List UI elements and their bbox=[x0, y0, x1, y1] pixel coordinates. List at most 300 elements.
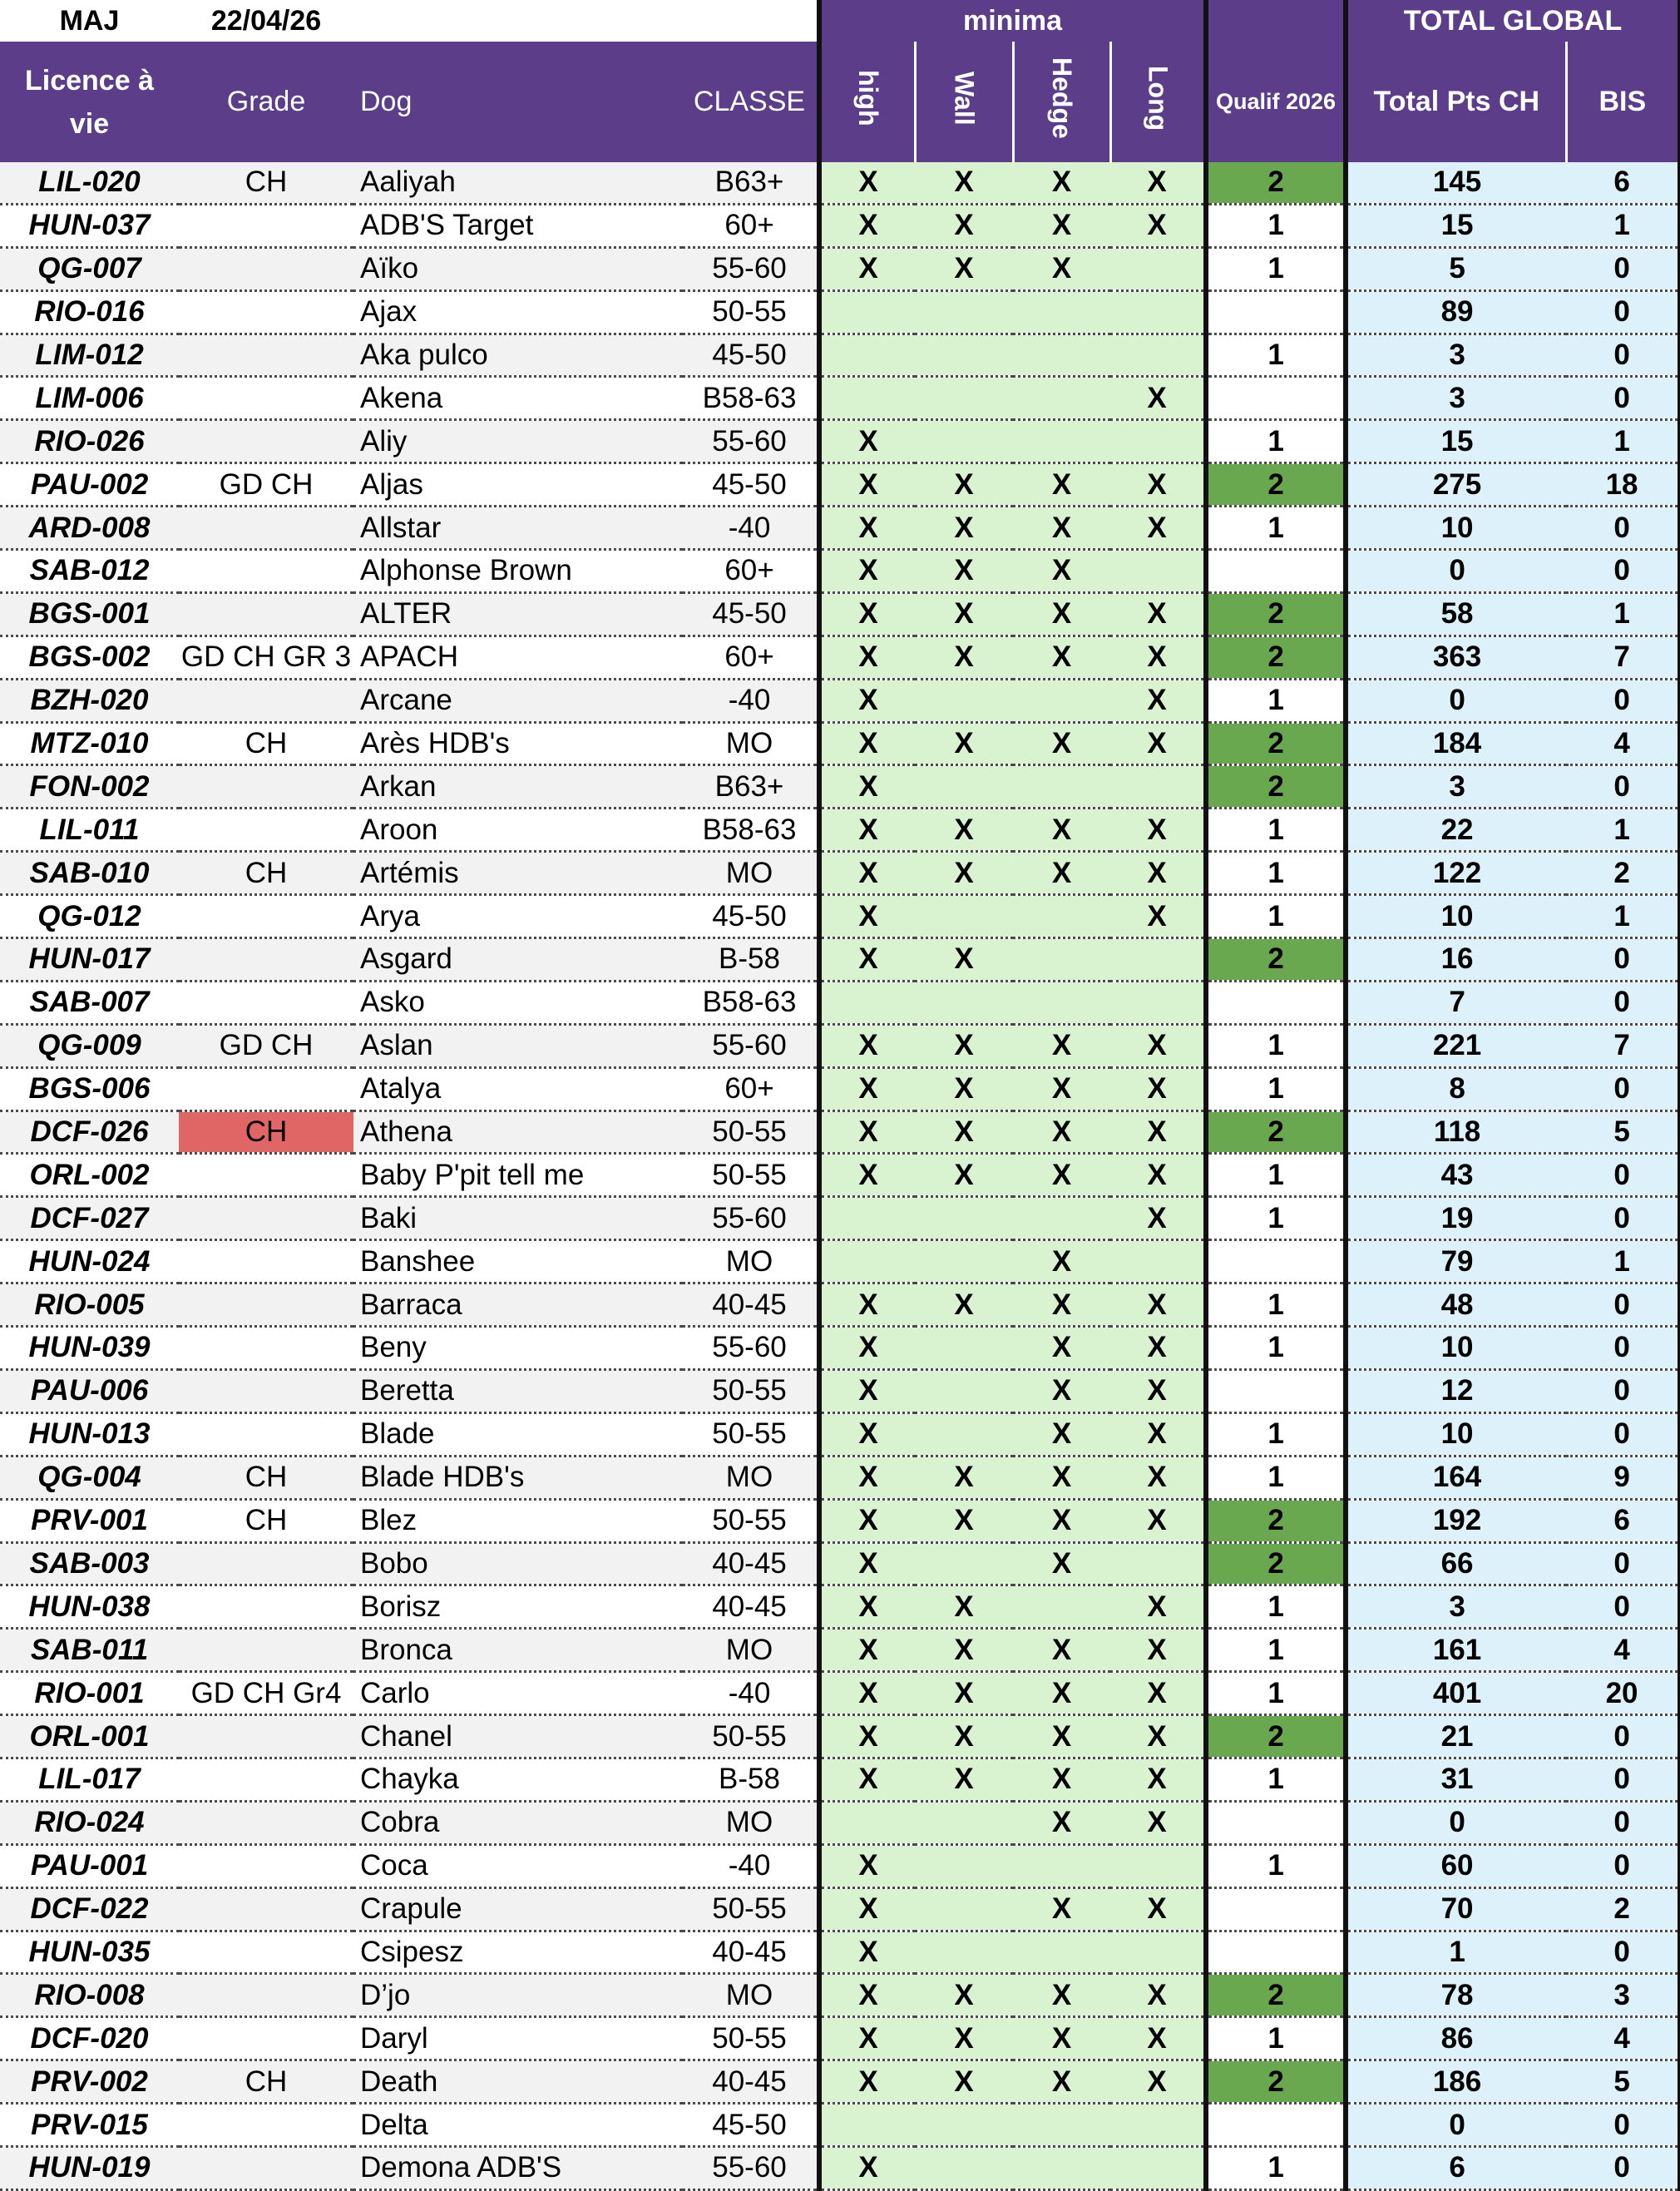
qualif-cell[interactable]: 2 bbox=[1206, 765, 1346, 809]
bis-cell[interactable]: 0 bbox=[1566, 247, 1680, 290]
licence-cell[interactable]: MTZ-010 bbox=[0, 722, 179, 765]
long-cell[interactable]: X bbox=[1110, 162, 1206, 204]
hedge-cell[interactable]: X bbox=[1013, 809, 1110, 852]
high-cell[interactable]: X bbox=[819, 1931, 915, 1974]
total-points-cell[interactable]: 86 bbox=[1346, 2017, 1566, 2060]
long-cell[interactable]: X bbox=[1110, 1974, 1206, 2017]
long-cell[interactable]: X bbox=[1110, 507, 1206, 550]
col-qualif[interactable]: Qualif 2026 bbox=[1206, 42, 1346, 162]
high-cell[interactable]: X bbox=[819, 1283, 915, 1327]
dog-name-cell[interactable]: Arès HDB's bbox=[353, 722, 682, 765]
grade-cell[interactable]: GD CH bbox=[179, 463, 353, 507]
long-cell[interactable]: X bbox=[1110, 2060, 1206, 2104]
grade-cell[interactable] bbox=[179, 1369, 353, 1412]
high-cell[interactable]: X bbox=[819, 852, 915, 895]
classe-cell[interactable]: MO bbox=[682, 1801, 819, 1844]
grade-cell[interactable] bbox=[179, 2017, 353, 2060]
licence-cell[interactable]: HUN-017 bbox=[0, 938, 179, 982]
dog-name-cell[interactable]: Akena bbox=[353, 377, 682, 420]
long-cell[interactable] bbox=[1110, 765, 1206, 809]
licence-cell[interactable]: HUN-037 bbox=[0, 204, 179, 247]
bis-cell[interactable]: 4 bbox=[1566, 722, 1680, 765]
total-points-cell[interactable]: 16 bbox=[1346, 938, 1566, 982]
hedge-cell[interactable]: X bbox=[1013, 1067, 1110, 1110]
long-cell[interactable]: X bbox=[1110, 679, 1206, 722]
total-points-cell[interactable]: 186 bbox=[1346, 2060, 1566, 2104]
long-cell[interactable]: X bbox=[1110, 1629, 1206, 1672]
total-points-cell[interactable]: 78 bbox=[1346, 1974, 1566, 2017]
high-cell[interactable]: X bbox=[819, 765, 915, 809]
hedge-cell[interactable]: X bbox=[1013, 1283, 1110, 1327]
bis-cell[interactable]: 0 bbox=[1566, 334, 1680, 377]
dog-name-cell[interactable]: ALTER bbox=[353, 592, 682, 636]
total-points-cell[interactable]: 0 bbox=[1346, 679, 1566, 722]
wall-cell[interactable]: X bbox=[915, 722, 1013, 765]
classe-cell[interactable]: 45-50 bbox=[682, 463, 819, 507]
wall-cell[interactable] bbox=[915, 420, 1013, 463]
licence-cell[interactable]: BGS-006 bbox=[0, 1067, 179, 1110]
hedge-cell[interactable]: X bbox=[1013, 1456, 1110, 1499]
grade-cell[interactable] bbox=[179, 2146, 353, 2189]
total-points-cell[interactable]: 192 bbox=[1346, 1499, 1566, 1542]
hedge-cell[interactable]: X bbox=[1013, 1629, 1110, 1672]
long-cell[interactable]: X bbox=[1110, 809, 1206, 852]
classe-cell[interactable]: 55-60 bbox=[682, 420, 819, 463]
qualif-cell[interactable]: 1 bbox=[1206, 1024, 1346, 1067]
col-licence[interactable]: Licence à vie bbox=[0, 42, 179, 162]
hedge-cell[interactable]: X bbox=[1013, 1024, 1110, 1067]
licence-cell[interactable]: LIL-011 bbox=[0, 809, 179, 852]
qualif-cell[interactable]: 1 bbox=[1206, 247, 1346, 290]
wall-cell[interactable] bbox=[915, 895, 1013, 938]
classe-cell[interactable]: 50-55 bbox=[682, 290, 819, 334]
hedge-cell[interactable]: X bbox=[1013, 162, 1110, 204]
dog-name-cell[interactable]: Daryl bbox=[353, 2017, 682, 2060]
licence-cell[interactable]: DCF-020 bbox=[0, 2017, 179, 2060]
hedge-cell[interactable]: X bbox=[1013, 1369, 1110, 1412]
bis-cell[interactable]: 3 bbox=[1566, 1974, 1680, 2017]
hedge-cell[interactable]: X bbox=[1013, 1974, 1110, 2017]
hedge-cell[interactable] bbox=[1013, 377, 1110, 420]
wall-cell[interactable]: X bbox=[915, 247, 1013, 290]
bis-cell[interactable]: 0 bbox=[1566, 1154, 1680, 1197]
high-cell[interactable]: X bbox=[819, 1369, 915, 1412]
grade-cell[interactable] bbox=[179, 765, 353, 809]
total-points-cell[interactable]: 10 bbox=[1346, 1327, 1566, 1370]
col-high[interactable]: high bbox=[819, 42, 915, 162]
classe-cell[interactable]: -40 bbox=[682, 679, 819, 722]
long-cell[interactable]: X bbox=[1110, 1715, 1206, 1758]
total-points-cell[interactable]: 5 bbox=[1346, 247, 1566, 290]
classe-cell[interactable]: 45-50 bbox=[682, 2104, 819, 2147]
wall-cell[interactable]: X bbox=[915, 852, 1013, 895]
licence-cell[interactable]: BGS-002 bbox=[0, 636, 179, 679]
licence-cell[interactable]: HUN-013 bbox=[0, 1412, 179, 1456]
high-cell[interactable]: X bbox=[819, 809, 915, 852]
qualif-cell[interactable]: 1 bbox=[1206, 809, 1346, 852]
qualif-cell[interactable] bbox=[1206, 550, 1346, 593]
grade-cell[interactable]: CH bbox=[179, 722, 353, 765]
high-cell[interactable]: X bbox=[819, 1974, 915, 2017]
classe-cell[interactable]: MO bbox=[682, 1974, 819, 2017]
bis-cell[interactable]: 5 bbox=[1566, 1110, 1680, 1154]
hedge-cell[interactable]: X bbox=[1013, 1758, 1110, 1801]
qualif-cell[interactable]: 2 bbox=[1206, 722, 1346, 765]
total-points-cell[interactable]: 10 bbox=[1346, 507, 1566, 550]
wall-cell[interactable]: X bbox=[915, 204, 1013, 247]
licence-cell[interactable]: RIO-026 bbox=[0, 420, 179, 463]
licence-cell[interactable]: HUN-039 bbox=[0, 1327, 179, 1370]
classe-cell[interactable]: 40-45 bbox=[682, 1283, 819, 1327]
bis-cell[interactable]: 18 bbox=[1566, 463, 1680, 507]
dog-name-cell[interactable]: Carlo bbox=[353, 1672, 682, 1715]
high-cell[interactable] bbox=[819, 1197, 915, 1240]
qualif-cell[interactable]: 1 bbox=[1206, 1844, 1346, 1887]
long-cell[interactable]: X bbox=[1110, 1067, 1206, 1110]
licence-cell[interactable]: PRV-001 bbox=[0, 1499, 179, 1542]
qualif-cell[interactable]: 1 bbox=[1206, 1067, 1346, 1110]
wall-cell[interactable] bbox=[915, 1844, 1013, 1887]
grade-cell[interactable] bbox=[179, 809, 353, 852]
classe-cell[interactable]: 50-55 bbox=[682, 1499, 819, 1542]
classe-cell[interactable]: 50-55 bbox=[682, 1715, 819, 1758]
grade-cell[interactable] bbox=[179, 550, 353, 593]
classe-cell[interactable]: 55-60 bbox=[682, 2146, 819, 2189]
dog-name-cell[interactable]: Barraca bbox=[353, 1283, 682, 1327]
long-cell[interactable] bbox=[1110, 1542, 1206, 1585]
qualif-cell[interactable]: 1 bbox=[1206, 2146, 1346, 2189]
wall-cell[interactable] bbox=[915, 1369, 1013, 1412]
wall-cell[interactable] bbox=[915, 377, 1013, 420]
hedge-cell[interactable] bbox=[1013, 1931, 1110, 1974]
hedge-cell[interactable] bbox=[1013, 765, 1110, 809]
qualif-cell[interactable]: 2 bbox=[1206, 1974, 1346, 2017]
high-cell[interactable]: X bbox=[819, 1067, 915, 1110]
total-points-cell[interactable]: 161 bbox=[1346, 1629, 1566, 1672]
qualif-cell[interactable] bbox=[1206, 290, 1346, 334]
grade-cell[interactable] bbox=[179, 420, 353, 463]
dog-name-cell[interactable]: Demona ADB'S bbox=[353, 2146, 682, 2189]
qualif-cell[interactable]: 1 bbox=[1206, 679, 1346, 722]
qualif-cell[interactable] bbox=[1206, 1887, 1346, 1931]
total-points-cell[interactable]: 22 bbox=[1346, 809, 1566, 852]
bis-cell[interactable]: 0 bbox=[1566, 1197, 1680, 1240]
hedge-cell[interactable] bbox=[1013, 2146, 1110, 2189]
licence-cell[interactable]: PAU-001 bbox=[0, 1844, 179, 1887]
wall-cell[interactable]: X bbox=[915, 592, 1013, 636]
wall-cell[interactable] bbox=[915, 290, 1013, 334]
classe-cell[interactable]: B-58 bbox=[682, 938, 819, 982]
bis-cell[interactable]: 1 bbox=[1566, 809, 1680, 852]
grade-cell[interactable] bbox=[179, 1412, 353, 1456]
long-cell[interactable] bbox=[1110, 981, 1206, 1024]
grade-cell[interactable] bbox=[179, 1240, 353, 1283]
total-points-cell[interactable]: 10 bbox=[1346, 1412, 1566, 1456]
total-points-cell[interactable]: 60 bbox=[1346, 1844, 1566, 1887]
qualif-cell[interactable]: 1 bbox=[1206, 895, 1346, 938]
wall-cell[interactable] bbox=[915, 1801, 1013, 1844]
licence-cell[interactable]: LIM-012 bbox=[0, 334, 179, 377]
high-cell[interactable]: X bbox=[819, 247, 915, 290]
qualif-cell[interactable]: 1 bbox=[1206, 2017, 1346, 2060]
bis-cell[interactable]: 0 bbox=[1566, 765, 1680, 809]
grade-cell[interactable] bbox=[179, 938, 353, 982]
dog-name-cell[interactable]: Chanel bbox=[353, 1715, 682, 1758]
grade-cell[interactable] bbox=[179, 334, 353, 377]
high-cell[interactable]: X bbox=[819, 1456, 915, 1499]
long-cell[interactable]: X bbox=[1110, 2017, 1206, 2060]
qualif-cell[interactable] bbox=[1206, 1801, 1346, 1844]
bis-cell[interactable]: 5 bbox=[1566, 2060, 1680, 2104]
hedge-cell[interactable] bbox=[1013, 334, 1110, 377]
hedge-cell[interactable]: X bbox=[1013, 550, 1110, 593]
dog-name-cell[interactable]: Coca bbox=[353, 1844, 682, 1887]
long-cell[interactable] bbox=[1110, 1844, 1206, 1887]
qualif-cell[interactable]: 1 bbox=[1206, 1758, 1346, 1801]
wall-cell[interactable]: X bbox=[915, 1629, 1013, 1672]
classe-cell[interactable]: 55-60 bbox=[682, 247, 819, 290]
dog-name-cell[interactable]: Cobra bbox=[353, 1801, 682, 1844]
licence-cell[interactable]: QG-009 bbox=[0, 1024, 179, 1067]
classe-cell[interactable]: 45-50 bbox=[682, 334, 819, 377]
grade-cell[interactable] bbox=[179, 981, 353, 1024]
bis-cell[interactable]: 0 bbox=[1566, 1412, 1680, 1456]
long-cell[interactable]: X bbox=[1110, 1887, 1206, 1931]
qualif-cell[interactable]: 2 bbox=[1206, 592, 1346, 636]
col-grade[interactable]: Grade bbox=[179, 42, 353, 162]
long-cell[interactable]: X bbox=[1110, 722, 1206, 765]
licence-cell[interactable]: SAB-003 bbox=[0, 1542, 179, 1585]
classe-cell[interactable]: B58-63 bbox=[682, 377, 819, 420]
total-points-cell[interactable]: 48 bbox=[1346, 1283, 1566, 1327]
wall-cell[interactable]: X bbox=[915, 1110, 1013, 1154]
grade-cell[interactable] bbox=[179, 679, 353, 722]
bis-cell[interactable]: 0 bbox=[1566, 2104, 1680, 2147]
licence-cell[interactable]: LIL-020 bbox=[0, 162, 179, 204]
grade-cell[interactable]: GD CH Gr4 bbox=[179, 1672, 353, 1715]
long-cell[interactable]: X bbox=[1110, 1499, 1206, 1542]
total-points-cell[interactable]: 8 bbox=[1346, 1067, 1566, 1110]
dog-name-cell[interactable]: Aaliyah bbox=[353, 162, 682, 204]
high-cell[interactable]: X bbox=[819, 1154, 915, 1197]
grade-cell[interactable] bbox=[179, 1715, 353, 1758]
wall-cell[interactable]: X bbox=[915, 507, 1013, 550]
high-cell[interactable] bbox=[819, 1801, 915, 1844]
grade-cell[interactable]: GD CH GR 3 bbox=[179, 636, 353, 679]
long-cell[interactable]: X bbox=[1110, 1110, 1206, 1154]
wall-cell[interactable]: X bbox=[915, 1154, 1013, 1197]
total-points-cell[interactable]: 0 bbox=[1346, 1801, 1566, 1844]
classe-cell[interactable]: 40-45 bbox=[682, 1585, 819, 1629]
hedge-cell[interactable]: X bbox=[1013, 247, 1110, 290]
bis-cell[interactable]: 0 bbox=[1566, 1542, 1680, 1585]
dog-name-cell[interactable]: Aïko bbox=[353, 247, 682, 290]
wall-cell[interactable]: X bbox=[915, 1974, 1013, 2017]
long-cell[interactable]: X bbox=[1110, 1585, 1206, 1629]
total-points-cell[interactable]: 66 bbox=[1346, 1542, 1566, 1585]
hedge-cell[interactable]: X bbox=[1013, 1327, 1110, 1370]
bis-cell[interactable]: 2 bbox=[1566, 1887, 1680, 1931]
hedge-cell[interactable] bbox=[1013, 938, 1110, 982]
total-points-cell[interactable]: 221 bbox=[1346, 1024, 1566, 1067]
bis-cell[interactable]: 0 bbox=[1566, 1067, 1680, 1110]
qualif-cell[interactable]: 1 bbox=[1206, 204, 1346, 247]
classe-cell[interactable]: 55-60 bbox=[682, 1197, 819, 1240]
qualif-cell[interactable]: 1 bbox=[1206, 1154, 1346, 1197]
licence-cell[interactable]: LIM-006 bbox=[0, 377, 179, 420]
dog-name-cell[interactable]: Alphonse Brown bbox=[353, 550, 682, 593]
bis-cell[interactable]: 0 bbox=[1566, 1283, 1680, 1327]
wall-cell[interactable]: X bbox=[915, 162, 1013, 204]
bis-cell[interactable]: 0 bbox=[1566, 290, 1680, 334]
hedge-cell[interactable]: X bbox=[1013, 1887, 1110, 1931]
classe-cell[interactable]: 45-50 bbox=[682, 592, 819, 636]
high-cell[interactable]: X bbox=[819, 895, 915, 938]
hedge-cell[interactable] bbox=[1013, 1197, 1110, 1240]
bis-cell[interactable]: 0 bbox=[1566, 1844, 1680, 1887]
long-cell[interactable]: X bbox=[1110, 1024, 1206, 1067]
qualif-cell[interactable]: 1 bbox=[1206, 420, 1346, 463]
licence-cell[interactable]: QG-004 bbox=[0, 1456, 179, 1499]
hedge-cell[interactable]: X bbox=[1013, 1672, 1110, 1715]
total-points-cell[interactable]: 1 bbox=[1346, 1931, 1566, 1974]
hedge-cell[interactable]: X bbox=[1013, 592, 1110, 636]
dog-name-cell[interactable]: Chayka bbox=[353, 1758, 682, 1801]
hedge-cell[interactable]: X bbox=[1013, 1542, 1110, 1585]
grade-cell[interactable] bbox=[179, 1283, 353, 1327]
total-points-cell[interactable]: 164 bbox=[1346, 1456, 1566, 1499]
bis-cell[interactable]: 4 bbox=[1566, 2017, 1680, 2060]
dog-name-cell[interactable]: Crapule bbox=[353, 1887, 682, 1931]
total-points-cell[interactable]: 0 bbox=[1346, 2104, 1566, 2147]
dog-name-cell[interactable]: Blez bbox=[353, 1499, 682, 1542]
high-cell[interactable]: X bbox=[819, 679, 915, 722]
dog-name-cell[interactable]: Arkan bbox=[353, 765, 682, 809]
hedge-cell[interactable]: X bbox=[1013, 463, 1110, 507]
high-cell[interactable]: X bbox=[819, 636, 915, 679]
wall-cell[interactable] bbox=[915, 2104, 1013, 2147]
grade-cell[interactable] bbox=[179, 290, 353, 334]
dog-name-cell[interactable]: Bobo bbox=[353, 1542, 682, 1585]
classe-cell[interactable]: 50-55 bbox=[682, 1887, 819, 1931]
dog-name-cell[interactable]: Beretta bbox=[353, 1369, 682, 1412]
dog-name-cell[interactable]: Allstar bbox=[353, 507, 682, 550]
total-points-cell[interactable]: 31 bbox=[1346, 1758, 1566, 1801]
licence-cell[interactable]: QG-007 bbox=[0, 247, 179, 290]
long-cell[interactable]: X bbox=[1110, 1456, 1206, 1499]
classe-cell[interactable]: MO bbox=[682, 1629, 819, 1672]
qualif-cell[interactable] bbox=[1206, 1240, 1346, 1283]
dog-name-cell[interactable]: ADB'S Target bbox=[353, 204, 682, 247]
long-cell[interactable]: X bbox=[1110, 1154, 1206, 1197]
licence-cell[interactable]: SAB-007 bbox=[0, 981, 179, 1024]
high-cell[interactable]: X bbox=[819, 1024, 915, 1067]
total-points-cell[interactable]: 10 bbox=[1346, 895, 1566, 938]
grade-cell[interactable] bbox=[179, 1931, 353, 1974]
long-cell[interactable]: X bbox=[1110, 463, 1206, 507]
high-cell[interactable] bbox=[819, 290, 915, 334]
licence-cell[interactable]: RIO-016 bbox=[0, 290, 179, 334]
wall-cell[interactable] bbox=[915, 679, 1013, 722]
licence-cell[interactable]: HUN-035 bbox=[0, 1931, 179, 1974]
high-cell[interactable]: X bbox=[819, 1585, 915, 1629]
qualif-cell[interactable]: 1 bbox=[1206, 1283, 1346, 1327]
classe-cell[interactable]: 60+ bbox=[682, 550, 819, 593]
bis-cell[interactable]: 0 bbox=[1566, 507, 1680, 550]
grade-cell[interactable] bbox=[179, 1629, 353, 1672]
licence-cell[interactable]: LIL-017 bbox=[0, 1758, 179, 1801]
long-cell[interactable] bbox=[1110, 550, 1206, 593]
classe-cell[interactable]: 55-60 bbox=[682, 1327, 819, 1370]
dog-name-cell[interactable]: Borisz bbox=[353, 1585, 682, 1629]
bis-cell[interactable]: 1 bbox=[1566, 420, 1680, 463]
qualif-cell[interactable]: 2 bbox=[1206, 1110, 1346, 1154]
total-points-cell[interactable]: 15 bbox=[1346, 420, 1566, 463]
dog-name-cell[interactable]: Aslan bbox=[353, 1024, 682, 1067]
classe-cell[interactable]: B63+ bbox=[682, 162, 819, 204]
long-cell[interactable] bbox=[1110, 938, 1206, 982]
licence-cell[interactable]: PAU-002 bbox=[0, 463, 179, 507]
col-hedge[interactable]: Hedge bbox=[1013, 42, 1110, 162]
high-cell[interactable]: X bbox=[819, 550, 915, 593]
wall-cell[interactable]: X bbox=[915, 463, 1013, 507]
classe-cell[interactable]: 40-45 bbox=[682, 1542, 819, 1585]
long-cell[interactable] bbox=[1110, 290, 1206, 334]
grade-cell[interactable] bbox=[179, 895, 353, 938]
licence-cell[interactable]: HUN-038 bbox=[0, 1585, 179, 1629]
qualif-cell[interactable]: 1 bbox=[1206, 334, 1346, 377]
qualif-cell[interactable]: 2 bbox=[1206, 2060, 1346, 2104]
high-cell[interactable]: X bbox=[819, 420, 915, 463]
long-cell[interactable]: X bbox=[1110, 636, 1206, 679]
dog-name-cell[interactable]: Arya bbox=[353, 895, 682, 938]
grade-cell[interactable] bbox=[179, 1154, 353, 1197]
bis-cell[interactable]: 1 bbox=[1566, 895, 1680, 938]
long-cell[interactable]: X bbox=[1110, 895, 1206, 938]
dog-name-cell[interactable]: Aljas bbox=[353, 463, 682, 507]
qualif-cell[interactable]: 1 bbox=[1206, 1197, 1346, 1240]
bis-cell[interactable]: 2 bbox=[1566, 852, 1680, 895]
wall-cell[interactable] bbox=[915, 334, 1013, 377]
wall-cell[interactable]: X bbox=[915, 2060, 1013, 2104]
hedge-cell[interactable]: X bbox=[1013, 2017, 1110, 2060]
dog-name-cell[interactable]: D’jo bbox=[353, 1974, 682, 2017]
high-cell[interactable]: X bbox=[819, 722, 915, 765]
high-cell[interactable]: X bbox=[819, 1844, 915, 1887]
grade-cell[interactable] bbox=[179, 1801, 353, 1844]
hedge-cell[interactable]: X bbox=[1013, 1801, 1110, 1844]
hedge-cell[interactable]: X bbox=[1013, 1240, 1110, 1283]
bis-cell[interactable]: 9 bbox=[1566, 1456, 1680, 1499]
total-points-cell[interactable]: 79 bbox=[1346, 1240, 1566, 1283]
dog-name-cell[interactable]: Blade HDB's bbox=[353, 1456, 682, 1499]
hedge-cell[interactable] bbox=[1013, 679, 1110, 722]
high-cell[interactable]: X bbox=[819, 592, 915, 636]
hedge-cell[interactable]: X bbox=[1013, 1499, 1110, 1542]
col-dog[interactable]: Dog bbox=[353, 42, 682, 162]
total-points-cell[interactable]: 12 bbox=[1346, 1369, 1566, 1412]
bis-cell[interactable]: 7 bbox=[1566, 636, 1680, 679]
classe-cell[interactable]: MO bbox=[682, 1240, 819, 1283]
total-points-cell[interactable]: 118 bbox=[1346, 1110, 1566, 1154]
dog-name-cell[interactable]: Asgard bbox=[353, 938, 682, 982]
classe-cell[interactable]: -40 bbox=[682, 1844, 819, 1887]
long-cell[interactable]: X bbox=[1110, 1327, 1206, 1370]
grade-cell[interactable] bbox=[179, 247, 353, 290]
bis-cell[interactable]: 6 bbox=[1566, 1499, 1680, 1542]
classe-cell[interactable]: 50-55 bbox=[682, 2017, 819, 2060]
licence-cell[interactable]: SAB-010 bbox=[0, 852, 179, 895]
